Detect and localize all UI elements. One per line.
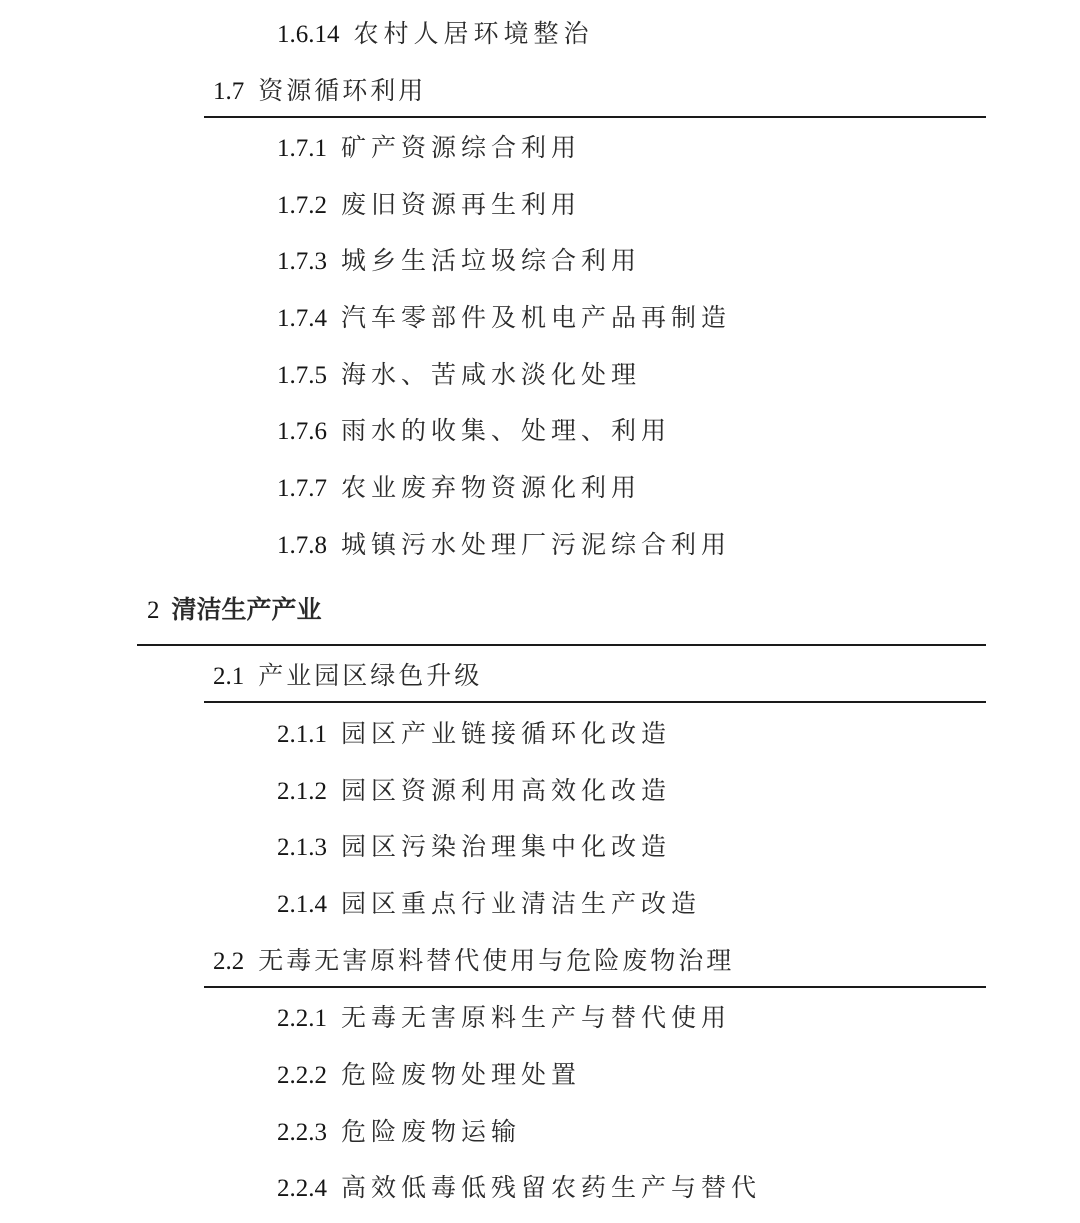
entry-title: 园区重点行业清洁生产改造 <box>341 891 702 918</box>
entry-title: 危险废物处理处置 <box>341 1062 582 1089</box>
toc-entry-1-7-4 <box>277 298 731 334</box>
toc-entry-2-1-1 <box>277 714 671 750</box>
heading-title: 无毒无害原料替代使用与危险废物治理 <box>258 948 735 975</box>
section-divider <box>204 986 986 988</box>
entry-title: 废旧资源再生利用 <box>341 192 582 219</box>
toc-entry-2-1-2 <box>277 771 671 807</box>
heading-title: 产业园区绿色升级 <box>258 663 483 690</box>
entry-number: 2.1.4 <box>277 891 327 918</box>
entry-number: 1.7.4 <box>277 305 327 332</box>
toc-chapter-2 <box>147 590 322 626</box>
toc-entry-1-7-6 <box>277 411 671 447</box>
toc-entry-2-2-2 <box>277 1055 581 1091</box>
entry-title: 无毒无害原料生产与替代使用 <box>341 1005 732 1032</box>
entry-number: 1.7.6 <box>277 418 327 445</box>
entry-number: 2.2.3 <box>277 1119 327 1146</box>
chapter-number: 2 <box>147 597 160 624</box>
entry-number: 2.2.4 <box>277 1175 327 1202</box>
heading-number: 2.2 <box>213 948 245 975</box>
entry-number: 1.6.14 <box>277 21 340 48</box>
toc-entry-2-1-4 <box>277 884 701 920</box>
entry-title: 园区资源利用高效化改造 <box>341 778 672 805</box>
entry-title: 危险废物运输 <box>341 1119 522 1146</box>
entry-number: 1.7.3 <box>277 248 327 275</box>
entry-number: 2.1.2 <box>277 778 327 805</box>
section-divider <box>204 116 986 118</box>
entry-number: 1.7.1 <box>277 135 327 162</box>
entry-title: 农村人居环境整治 <box>353 21 594 48</box>
toc-entry-2-2-1 <box>277 998 731 1034</box>
toc-entry-1-7-8 <box>277 525 731 561</box>
toc-entry-1-7-3 <box>277 241 641 277</box>
toc-entry-2-1-3 <box>277 827 671 863</box>
toc-entry-1-6-14 <box>277 14 594 50</box>
entry-number: 1.7.2 <box>277 192 327 219</box>
entry-title: 海水、苦咸水淡化处理 <box>341 362 642 389</box>
toc-entry-2-2-4 <box>277 1168 761 1204</box>
entry-number: 1.7.8 <box>277 532 327 559</box>
entry-title: 园区污染治理集中化改造 <box>341 834 672 861</box>
entry-title: 高效低毒低残留农药生产与替代 <box>341 1175 762 1202</box>
toc-entry-1-7-2 <box>277 185 581 221</box>
entry-number: 2.2.1 <box>277 1005 327 1032</box>
toc-heading-2-2 <box>213 941 734 977</box>
entry-title: 农业废弃物资源化利用 <box>341 475 642 502</box>
entry-title: 城乡生活垃圾综合利用 <box>341 248 642 275</box>
entry-title: 城镇污水处理厂污泥综合利用 <box>341 532 732 559</box>
entry-number: 2.1.1 <box>277 721 327 748</box>
toc-heading-2-1 <box>213 656 482 692</box>
heading-number: 2.1 <box>213 663 245 690</box>
toc-entry-1-7-5 <box>277 355 641 391</box>
heading-number: 1.7 <box>213 78 245 105</box>
entry-title: 雨水的收集、处理、利用 <box>341 418 672 445</box>
chapter-divider <box>137 644 986 646</box>
entry-title: 矿产资源综合利用 <box>341 135 582 162</box>
entry-title: 汽车零部件及机电产品再制造 <box>341 305 732 332</box>
chapter-title: 清洁生产产业 <box>171 595 322 624</box>
heading-title: 资源循环利用 <box>258 78 427 105</box>
entry-number: 1.7.7 <box>277 475 327 502</box>
entry-title: 园区产业链接循环化改造 <box>341 721 672 748</box>
toc-entry-1-7-7 <box>277 468 641 504</box>
section-divider <box>204 701 986 703</box>
entry-number: 1.7.5 <box>277 362 327 389</box>
entry-number: 2.2.2 <box>277 1062 327 1089</box>
toc-entry-2-2-3 <box>277 1112 521 1148</box>
entry-number: 2.1.3 <box>277 834 327 861</box>
toc-heading-1-7 <box>213 71 426 107</box>
toc-entry-1-7-1 <box>277 128 581 164</box>
